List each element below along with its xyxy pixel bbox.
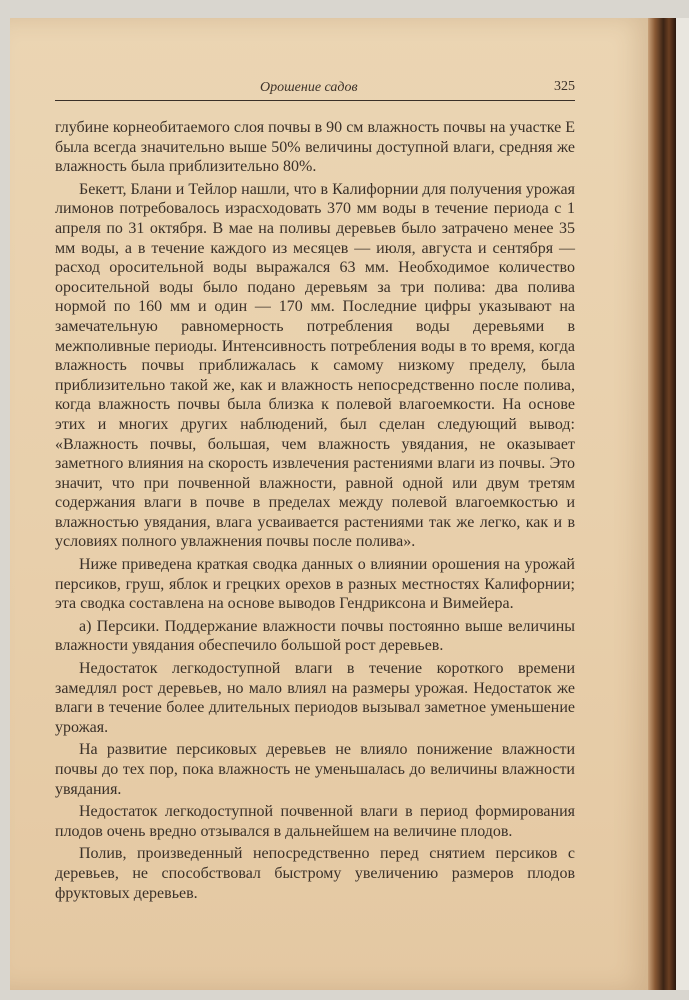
paragraph: Бекетт, Блани и Тейлор нашли, что в Калифорнии для получения урожая лимонов потребовалось израсходовать 370 мм воды в течение периода с 1 апреля по 31 октября. В мае на поливы деревьев было затрачено менее 35 мм воды, а в течение каждого из месяцев — июля, августа и сентября — расход оросительной воды выражался 63 мм. Необходимое количество оросительной воды было подано деревьям за три полива: два полива нормой по 160 мм и один — 170 мм. Последние цифры указывают на замечательную равномерность потребления воды деревьями в межполивные периоды. Интенсивность потребления воды в то время, когда влажность почвы приближалась к самому низкому пределу, была приблизительно такой же, как и влажность непосредственно после полива, когда влажность почвы была близка к полевой влагоемкости. На основе этих и многих других наблюдений, был сделан следующий вывод: «Влажность почвы, большая, чем влажность увядания, не оказывает заметного влияния на скорость извлечения растениями влаги из почвы. Это значит, что при почвенной влажности, равной одной или двум третям содержания влаги в почве в пределах между полевой влагоемкостью и влажностью увядания, влага усваивается растениями так же легко, как и в условиях полного увлажнения почвы после полива». [55,180,575,551]
paragraph: На развитие персиковых деревьев не влияло понижение влажности почвы до тех пор, пока влажность не уменьшалась до величины влажности увядания. [55,741,575,798]
paragraph: Недостаток легкодоступной почвенной влаги в период формирования плодов очень вредно отзывался в дальнейшем на величине плодов. [55,803,575,840]
running-title: Орошение садов [260,80,358,95]
running-header [55,76,575,101]
paragraph: Недостаток легкодоступной влаги в течение короткого времени замедлял рост деревьев, но мало влиял на размеры урожая. Недостаток же влаги в течение более длительных периодов вызывал заметное уменьшение урожая. [55,660,575,736]
paragraph: глубине корнеобитаемого слоя почвы в 90 см влажность почвы на участке E была всегда значительно выше 50% величины доступной влаги, средняя же влажность была приблизительно 80%. [55,119,575,176]
paragraph: Полив, произведенный непосредственно перед снятием персиков с деревьев, не способствовал быстрому увеличению размеров плодов фруктовых деревьев. [55,845,575,902]
paragraph: Ниже приведена краткая сводка данных о влиянии орошения на урожай персиков, груш, яблок и грецких орехов в разных местностях Калифорнии; эта сводка составлена на основе выводов Гендриксона и Вимейера. [55,556,575,613]
paragraph: а) Персики. Поддержание влажности почвы постоянно выше величины влажности увядания обеспечило большой рост деревьев. [55,617,575,655]
scan-margin [676,18,689,990]
book-spine [648,18,676,990]
body-text [55,118,575,903]
page-number: 325 [554,79,575,94]
